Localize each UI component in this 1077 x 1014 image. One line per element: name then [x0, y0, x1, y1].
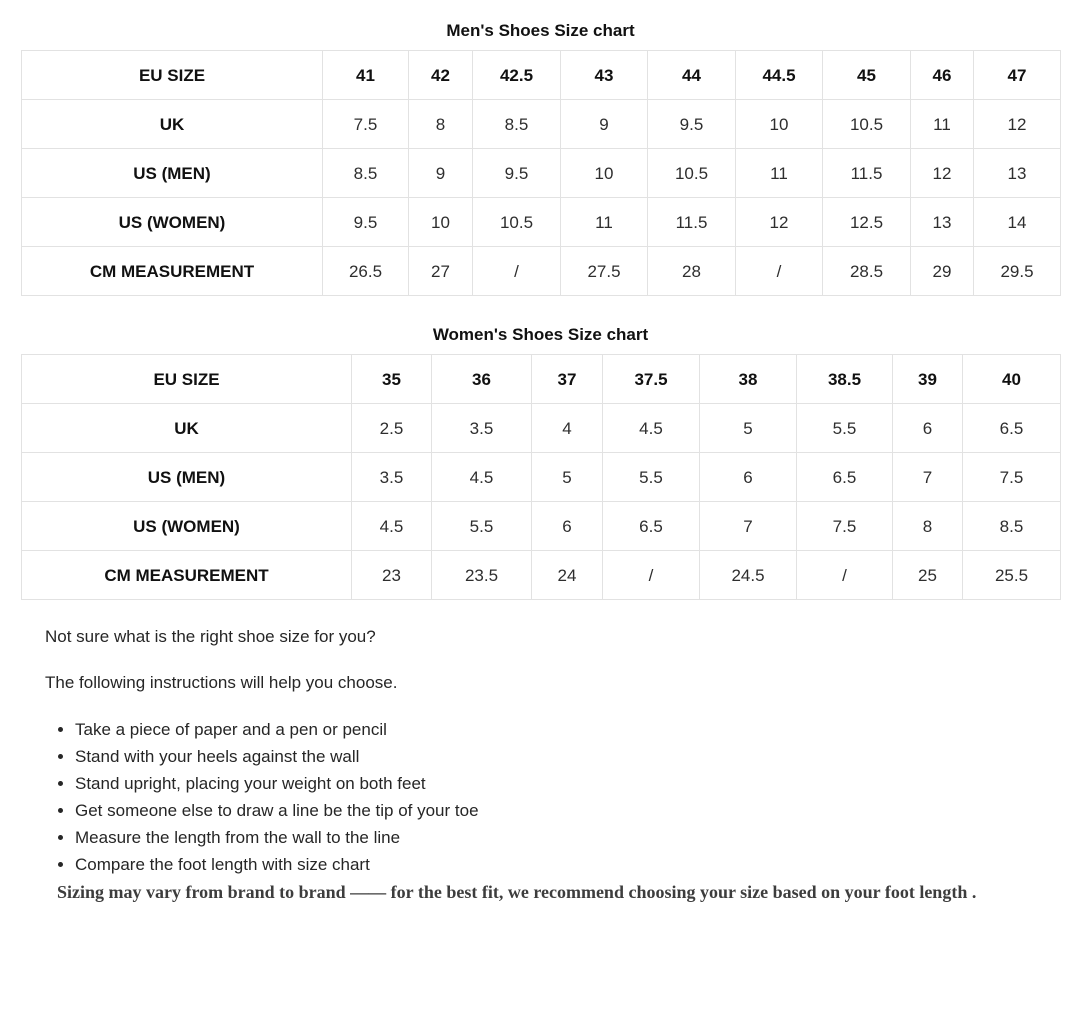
size-value-cell: 3.5 [352, 453, 432, 502]
table-row [22, 247, 1061, 296]
instruction-step: • Stand upright, placing your weight on both feet [75, 770, 1060, 797]
size-header-cell: 39 [893, 355, 963, 404]
mens-size-table [21, 50, 1061, 296]
size-value-cell: 6 [893, 404, 963, 453]
table-row [22, 51, 1061, 100]
size-value-cell: / [797, 551, 893, 600]
size-value-cell: 6.5 [797, 453, 893, 502]
size-value-cell: 4 [532, 404, 603, 453]
size-guide-page [0, 21, 1077, 1014]
size-value-cell: 29.5 [974, 247, 1061, 296]
size-header-cell: 35 [352, 355, 432, 404]
size-value-cell: 11.5 [648, 198, 736, 247]
size-value-cell: 3.5 [432, 404, 532, 453]
size-header-cell: 38 [700, 355, 797, 404]
size-header-cell: UK [22, 404, 352, 453]
size-value-cell: 6 [532, 502, 603, 551]
size-value-cell: 28 [648, 247, 736, 296]
size-value-cell: 8.5 [473, 100, 561, 149]
size-value-cell: 13 [911, 198, 974, 247]
instruction-step: • Measure the length from the wall to the line [75, 824, 1060, 851]
size-value-cell: 11.5 [823, 149, 911, 198]
size-value-cell: 29 [911, 247, 974, 296]
size-value-cell: 8.5 [963, 502, 1061, 551]
size-value-cell: 26.5 [323, 247, 409, 296]
size-header-cell: US (WOMEN) [22, 198, 323, 247]
size-value-cell: 5 [532, 453, 603, 502]
size-value-cell: 4.5 [432, 453, 532, 502]
size-value-cell: 12 [736, 198, 823, 247]
size-value-cell: 13 [974, 149, 1061, 198]
size-header-cell: EU SIZE [22, 51, 323, 100]
intro-question: Not sure what is the right shoe size for you? [45, 627, 376, 646]
size-header-cell: 41 [323, 51, 409, 100]
size-value-cell: 24 [532, 551, 603, 600]
size-header-cell: 43 [561, 51, 648, 100]
intro-helper: The following instructions will help you choose. [45, 673, 398, 692]
size-value-cell: 2.5 [352, 404, 432, 453]
size-value-cell: 10.5 [648, 149, 736, 198]
size-value-cell: 27.5 [561, 247, 648, 296]
size-value-cell: 23.5 [432, 551, 532, 600]
size-value-cell: 6 [700, 453, 797, 502]
size-value-cell: 7.5 [323, 100, 409, 149]
size-value-cell: 10.5 [823, 100, 911, 149]
instruction-step: • Compare the foot length with size chart [75, 851, 1060, 878]
size-header-cell: 37.5 [603, 355, 700, 404]
size-header-cell: US (MEN) [22, 149, 323, 198]
size-value-cell: 7 [700, 502, 797, 551]
size-value-cell: / [736, 247, 823, 296]
size-value-cell: 8.5 [323, 149, 409, 198]
size-value-cell: / [473, 247, 561, 296]
size-value-cell: 11 [736, 149, 823, 198]
size-value-cell: 9.5 [473, 149, 561, 198]
size-value-cell: 4.5 [603, 404, 700, 453]
size-header-cell: 46 [911, 51, 974, 100]
size-header-cell: 40 [963, 355, 1061, 404]
sizing-note: Sizing may vary from brand to brand —— for the best fit, we recommend choosing your size based on your foot length . [57, 882, 977, 902]
table-row [22, 100, 1061, 149]
size-value-cell: 9 [561, 100, 648, 149]
size-header-cell: 42 [409, 51, 473, 100]
size-header-cell: 45 [823, 51, 911, 100]
size-header-cell: 37 [532, 355, 603, 404]
size-value-cell: 5.5 [432, 502, 532, 551]
womens-chart-title: Women's Shoes Size chart [432, 325, 649, 344]
size-header-cell: 36 [432, 355, 532, 404]
size-value-cell: 14 [974, 198, 1061, 247]
size-value-cell: 4.5 [352, 502, 432, 551]
size-value-cell: 5.5 [603, 453, 700, 502]
size-value-cell: 6.5 [963, 404, 1061, 453]
size-value-cell: 9.5 [648, 100, 736, 149]
table-row [22, 502, 1061, 551]
size-value-cell: 10.5 [473, 198, 561, 247]
size-header-cell: EU SIZE [22, 355, 352, 404]
instruction-step: • Get someone else to draw a line be the tip of your toe [75, 797, 1060, 824]
size-header-cell: 44 [648, 51, 736, 100]
size-value-cell: 7.5 [963, 453, 1061, 502]
table-row [22, 149, 1061, 198]
size-charts-section [0, 21, 1077, 600]
size-value-cell: 8 [893, 502, 963, 551]
size-header-cell: US (WOMEN) [22, 502, 352, 551]
table-row [22, 355, 1061, 404]
size-header-cell: 47 [974, 51, 1061, 100]
size-header-cell: 38.5 [797, 355, 893, 404]
size-value-cell: 7 [893, 453, 963, 502]
size-header-cell: 44.5 [736, 51, 823, 100]
table-row [22, 453, 1061, 502]
size-value-cell: 24.5 [700, 551, 797, 600]
size-header-cell: CM MEASUREMENT [22, 247, 323, 296]
size-value-cell: 25.5 [963, 551, 1061, 600]
instruction-step: • Stand with your heels against the wall [75, 743, 1060, 770]
size-value-cell: / [603, 551, 700, 600]
size-value-cell: 25 [893, 551, 963, 600]
fitting-instructions-section [0, 627, 1077, 903]
table-row [22, 404, 1061, 453]
size-value-cell: 10 [561, 149, 648, 198]
size-value-cell: 12 [911, 149, 974, 198]
size-value-cell: 5 [700, 404, 797, 453]
womens-size-table [21, 354, 1061, 600]
size-value-cell: 8 [409, 100, 473, 149]
size-header-cell: UK [22, 100, 323, 149]
size-value-cell: 28.5 [823, 247, 911, 296]
size-value-cell: 10 [409, 198, 473, 247]
size-value-cell: 9 [409, 149, 473, 198]
size-value-cell: 7.5 [797, 502, 893, 551]
size-value-cell: 12 [974, 100, 1061, 149]
size-value-cell: 12.5 [823, 198, 911, 247]
size-value-cell: 27 [409, 247, 473, 296]
size-value-cell: 11 [911, 100, 974, 149]
size-value-cell: 6.5 [603, 502, 700, 551]
size-value-cell: 23 [352, 551, 432, 600]
size-value-cell: 5.5 [797, 404, 893, 453]
size-header-cell: 42.5 [473, 51, 561, 100]
size-header-cell: CM MEASUREMENT [22, 551, 352, 600]
table-row [22, 198, 1061, 247]
instruction-step: • Take a piece of paper and a pen or pencil [75, 716, 1060, 743]
mens-chart-title: Men's Shoes Size chart [446, 21, 635, 40]
size-header-cell: US (MEN) [22, 453, 352, 502]
table-row [22, 551, 1061, 600]
size-value-cell: 10 [736, 100, 823, 149]
size-value-cell: 11 [561, 198, 648, 247]
instruction-steps-list [45, 716, 1060, 878]
size-value-cell: 9.5 [323, 198, 409, 247]
